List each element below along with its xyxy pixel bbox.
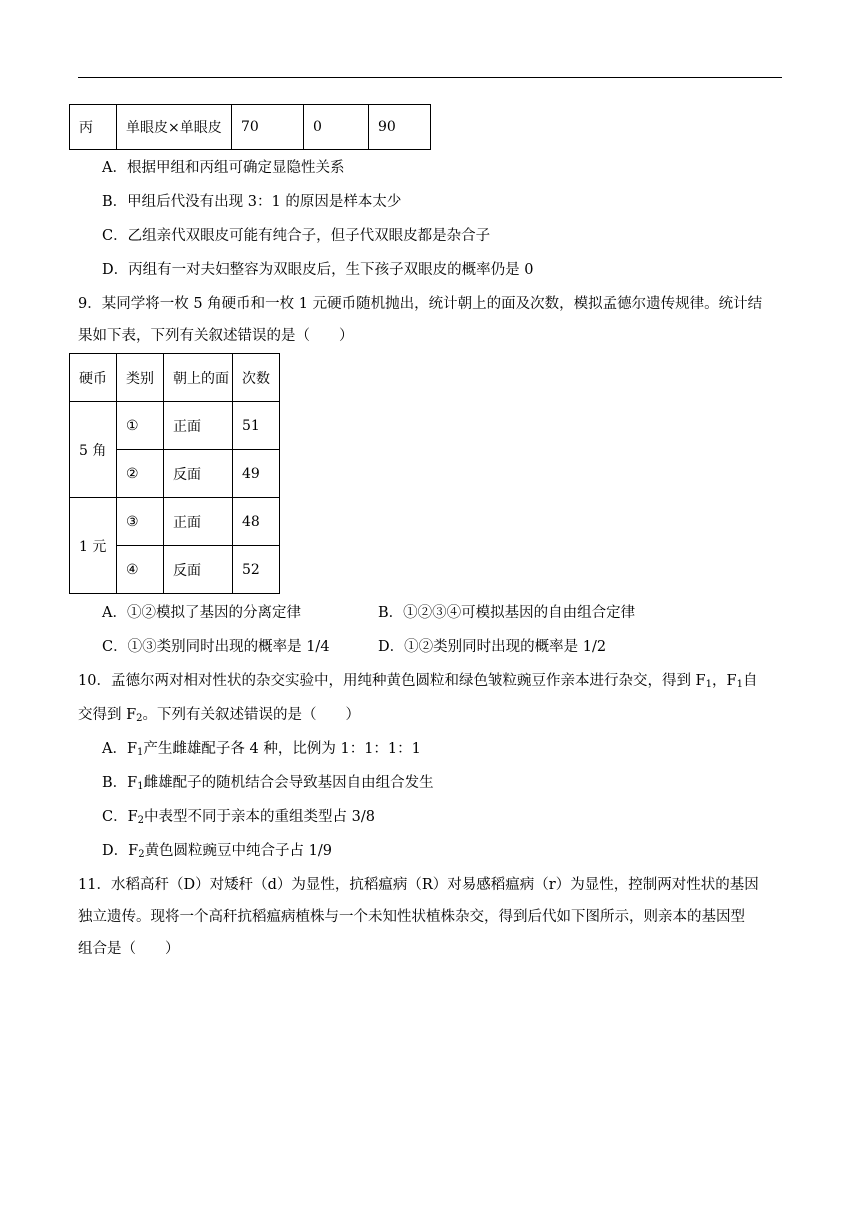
q9-option-d: D．①②类别同时出现的概率是 1/2 — [378, 639, 607, 655]
table-cell-value: 0 — [304, 105, 369, 150]
q10-stem-line1: 10．孟德尔两对相对性状的杂交实验中，用纯种黄色圆粒和绿色皱粒豌豆作亲本进行杂交，得到 $F_1$，$F_1$自 — [78, 673, 758, 690]
header-face: 朝上的面 — [164, 354, 233, 402]
category-cell: ① — [117, 402, 164, 450]
table-header-row — [70, 354, 280, 402]
q10-option-d: D．$F_2$黄色圆粒豌豆中纯合子占 1/9 — [102, 843, 333, 860]
header-category: 类别 — [117, 354, 164, 402]
coin-table — [69, 353, 280, 594]
q9-stem-line2: 果如下表，下列有关叙述错误的是（ ） — [78, 328, 354, 344]
q10-option-c: C．$F_2$中表型不同于亲本的重组类型占 3/8 — [102, 809, 375, 826]
q11-stem-line3: 组合是（ ） — [78, 941, 180, 957]
face-cell: 正面 — [164, 498, 233, 546]
q9-option-a: A．①②模拟了基因的分离定律 — [102, 605, 301, 621]
header-count: 次数 — [233, 354, 280, 402]
category-cell: ③ — [117, 498, 164, 546]
category-cell: ④ — [117, 546, 164, 594]
phenotype-table-fragment — [69, 104, 431, 150]
count-cell: 51 — [233, 402, 280, 450]
face-cell: 正面 — [164, 402, 233, 450]
table-row — [70, 498, 280, 546]
table-cell-group: 丙 — [70, 105, 117, 150]
table-row — [70, 105, 431, 150]
q10-option-b: B．$F_1$雌雄配子的随机结合会导致基因自由组合发生 — [102, 775, 434, 792]
table-cell-value: 90 — [369, 105, 431, 150]
table-cell-value: 70 — [232, 105, 304, 150]
count-cell: 52 — [233, 546, 280, 594]
face-cell: 反面 — [164, 450, 233, 498]
face-cell: 反面 — [164, 546, 233, 594]
q8-option-d: D．丙组有一对夫妇整容为双眼皮后，生下孩子双眼皮的概率仍是 0 — [102, 262, 534, 278]
table-cell-cross: 单眼皮×单眼皮 — [117, 105, 232, 150]
category-cell: ② — [117, 450, 164, 498]
q11-stem-line2: 独立遗传。现将一个高秆抗稻瘟病植株与一个未知性状植株杂交，得到后代如下图所示，则亲本的基因型 — [78, 909, 745, 925]
q10-option-a: A．$F_1$产生雌雄配子各 4 种，比例为 1：1：1：1 — [102, 741, 421, 758]
count-cell: 49 — [233, 450, 280, 498]
coin-1yuan: 1 元 — [70, 498, 117, 594]
q9-stem-line1: 9．某同学将一枚 5 角硬币和一枚 1 元硬币随机抛出，统计朝上的面及次数，模拟孟德尔遗传规律。统计结 — [78, 296, 763, 312]
q9-option-c: C．①③类别同时出现的概率是 1/4 — [102, 639, 330, 655]
q8-option-b: B．甲组后代没有出现 3：1 的原因是样本太少 — [102, 194, 402, 210]
table-row — [70, 402, 280, 450]
q11-stem-line1: 11．水稻高秆（D）对矮秆（d）为显性，抗稻瘟病（R）对易感稻瘟病（r）为显性，控制两对性状的基因 — [78, 877, 759, 893]
coin-5jiao: 5 角 — [70, 402, 117, 498]
header-coin: 硬币 — [70, 354, 117, 402]
q9-option-b: B．①②③④可模拟基因的自由组合定律 — [378, 605, 636, 621]
q10-stem-line2: 交得到 $F_2$。下列有关叙述错误的是（ ） — [78, 707, 361, 724]
q8-option-a: A．根据甲组和丙组可确定显隐性关系 — [102, 160, 345, 176]
header-rule — [78, 77, 782, 78]
count-cell: 48 — [233, 498, 280, 546]
q8-option-c: C．乙组亲代双眼皮可能有纯合子，但子代双眼皮都是杂合子 — [102, 228, 491, 244]
